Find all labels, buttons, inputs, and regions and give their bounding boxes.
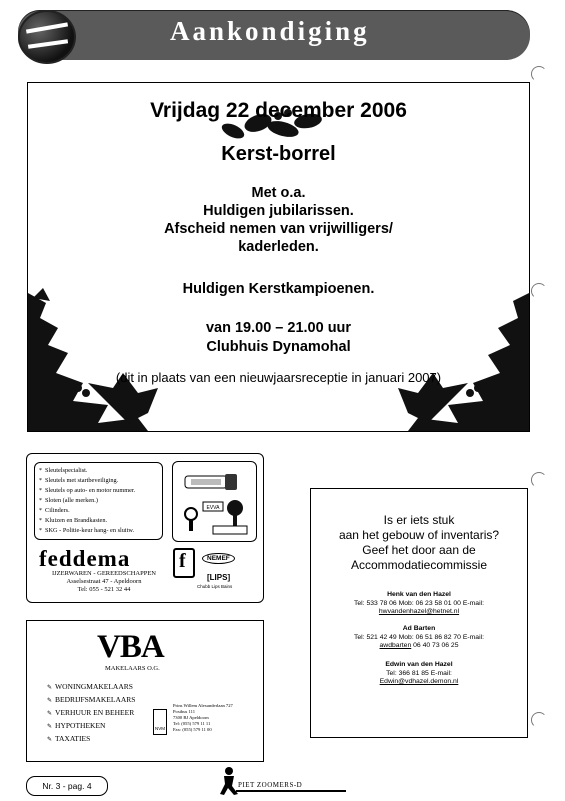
list-item: ✎ VERHUUR EN BEHEER — [47, 708, 135, 717]
key-icon — [173, 462, 256, 541]
list-item: * Sleutelspecialist. — [39, 467, 88, 474]
list-item: ✎ BEDRIJFSMAKELAARS — [47, 695, 136, 704]
event-item: Afscheid nemen van vrijwilligers/ — [164, 221, 393, 237]
list-item: * Sleutels met startbeveiliging. — [39, 477, 119, 484]
vba-subtitle: MAKELAARS O.G. — [105, 665, 160, 672]
list-item: * Sleutels op auto- en motor nummer. — [39, 487, 136, 494]
vba-address: Prins Willem Alexanderlaan 727 Postbus 111 7300 BJ Apeldoorn Tel: (055) 579 11 11 Fax: (055) 579 11 00 — [173, 703, 233, 732]
punch-hole-icon — [531, 712, 547, 728]
lips-subtitle: Chubb Lips Bains — [197, 584, 233, 589]
event-item: Huldigen Kerstkampioenen. — [182, 281, 375, 297]
feddema-f-icon: f — [173, 548, 195, 578]
list-item: * Cilinders. — [39, 507, 70, 514]
nvm-badge: NVM — [153, 709, 167, 735]
svg-text:EVVA: EVVA — [206, 505, 220, 511]
event-place: Clubhuis Dynamohal — [206, 339, 351, 355]
lock-products-image — [172, 461, 257, 542]
footer-line — [236, 790, 346, 792]
feddema-logo: feddema — [39, 546, 131, 571]
punch-hole-icon — [531, 66, 547, 82]
vba-logo: VBA — [97, 629, 164, 665]
contact-phone: Tel: 533 78 06 Mob: 06 23 58 01 00 E-mail: — [354, 599, 484, 607]
contact-phone: Tel: 366 81 85 E-mail: — [386, 669, 452, 677]
footer-logo-text: PIET ZOOMERS-D — [238, 781, 303, 789]
contact-name: Henk van den Hazel — [387, 591, 451, 598]
contact-edwin — [311, 661, 527, 687]
feddema-address: Asselsestraat 47 - Apeldoorn — [66, 578, 142, 585]
page-number-badge: Nr. 3 - pag. 4 — [26, 776, 108, 796]
holly-left-icon — [28, 288, 158, 431]
header-banner — [18, 10, 530, 60]
contact-email[interactable]: awdbarten 06 40 73 06 25 — [379, 642, 459, 649]
contact-email[interactable]: hwvandenhazel@hetnet.nl — [378, 608, 460, 615]
holly-right-icon — [398, 293, 529, 431]
list-item: ✎ TAXATIES — [47, 734, 91, 743]
list-item: * Sloten (alle merken.) — [39, 497, 98, 504]
inventaris-box — [310, 488, 528, 738]
event-intro: Met o.a. — [251, 185, 306, 201]
punch-hole-icon — [531, 472, 547, 488]
volleyball-icon — [18, 10, 76, 64]
vba-services — [47, 681, 135, 746]
event-item: kaderleden. — [238, 239, 319, 255]
contact-email[interactable]: Edwin@vdhazel.demon.nl — [379, 678, 459, 685]
list-item: * SKG - Politie-keur hang- en sluitw. — [39, 527, 135, 534]
feddema-phone: Tel: 055 - 521 32 44 — [77, 586, 131, 593]
list-item: ✎ WONINGMAKELAARS — [47, 682, 133, 691]
event-item: Huldigen jubilarissen. — [203, 203, 354, 219]
contact-name: Ad Barten — [402, 625, 436, 632]
nemef-logo: NEMEF — [202, 553, 235, 564]
contact-name: Edwin van den Hazel — [385, 661, 453, 668]
contact-phone: Tel: 521 42 49 Mob: 06 51 86 82 70 E-mail: — [354, 633, 484, 641]
contact-henk — [311, 591, 527, 617]
list-item: ✎ HYPOTHEKEN — [47, 721, 106, 730]
inventaris-heading: Is er iets stuk aan het gebouw of inventaris? Geef het door aan de Accommodatiecommissie — [338, 513, 500, 572]
contact-ad — [311, 625, 527, 651]
feddema-ad — [26, 453, 264, 603]
event-note: (dit in plaats van een nieuwjaarsreceptie in januari 2007) — [115, 370, 442, 385]
lips-logo: [LIPS] — [207, 573, 231, 582]
event-title: Kerst-borrel — [221, 143, 336, 165]
vba-ad — [26, 620, 264, 762]
event-time: van 19.00 – 21.00 uur — [205, 320, 352, 336]
page-title: Aankondiging — [170, 16, 370, 46]
feddema-address-block — [39, 570, 169, 594]
event-date: Vrijdag 22 december 2006 — [150, 99, 407, 122]
list-item: * Kluizen en Brandkasten. — [39, 517, 108, 524]
announcement-box — [27, 82, 530, 432]
punch-hole-icon — [531, 283, 547, 299]
feddema-subtitle: IJZERWAREN - GEREEDSCHAPPEN — [51, 570, 156, 577]
feddema-service-list — [34, 462, 163, 540]
